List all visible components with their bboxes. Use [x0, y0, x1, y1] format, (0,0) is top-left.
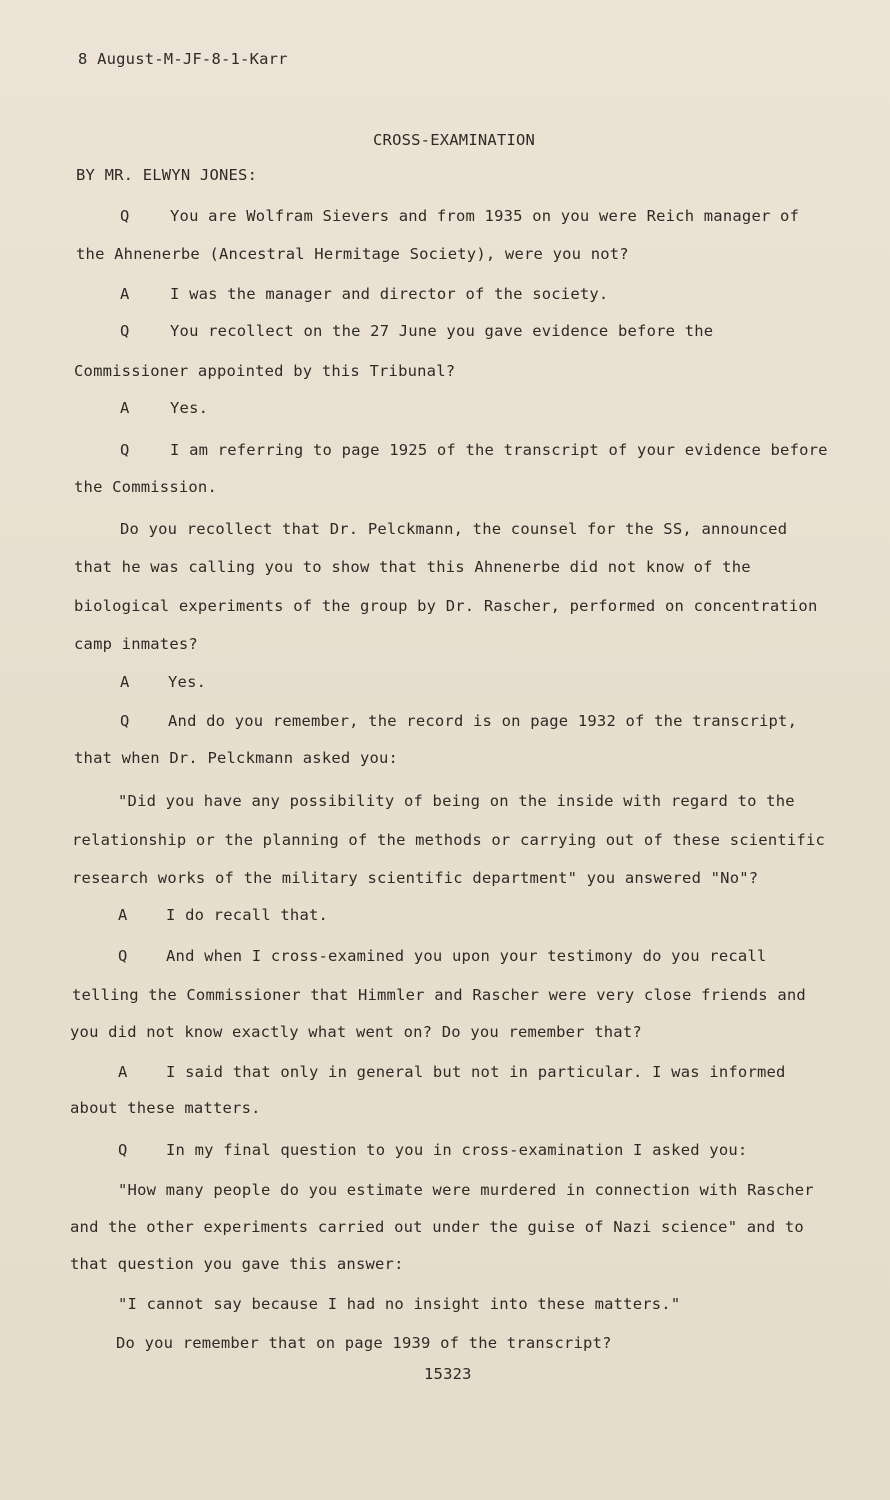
- transcript-line: Do you remember that on page 1939 of the transcript?: [116, 1334, 612, 1352]
- transcript-line: that question you gave this answer:: [70, 1255, 404, 1273]
- transcript-line: the Ahnenerbe (Ancestral Hermitage Society), were you not?: [76, 245, 629, 263]
- speaker-label: Q: [120, 441, 130, 459]
- transcript-line: about these matters.: [70, 1099, 261, 1117]
- transcript-line: I do recall that.: [166, 906, 329, 924]
- transcript-line: you did not know exactly what went on? Do you remember that?: [70, 1023, 642, 1041]
- examiner-line: BY MR. ELWYN JONES:: [76, 166, 258, 184]
- transcript-line: And do you remember, the record is on page 1932 of the transcript,: [168, 712, 798, 730]
- transcript-line: Yes.: [168, 673, 207, 691]
- transcript-line: I was the manager and director of the society.: [170, 285, 609, 303]
- speaker-label: Q: [120, 712, 130, 730]
- transcript-line: and the other experiments carried out under the guise of Nazi science" and to: [70, 1218, 804, 1236]
- speaker-label: Q: [118, 1141, 128, 1159]
- speaker-label: A: [120, 673, 130, 691]
- transcript-line: I am referring to page 1925 of the transcript of your evidence before: [170, 441, 828, 459]
- transcript-line: that when Dr. Pelckmann asked you:: [74, 749, 399, 767]
- transcript-line: research works of the military scientific department" you answered "No"?: [72, 869, 759, 887]
- speaker-label: A: [120, 285, 130, 303]
- transcript-line: telling the Commissioner that Himmler and Rascher were very close friends and: [72, 986, 806, 1004]
- transcript-line: camp inmates?: [74, 635, 198, 653]
- transcript-line: Do you recollect that Dr. Pelckmann, the counsel for the SS, announced: [120, 520, 788, 538]
- speaker-label: Q: [118, 947, 128, 965]
- transcript-line: Commissioner appointed by this Tribunal?: [74, 362, 456, 380]
- transcript-line: In my final question to you in cross-examination I asked you:: [166, 1141, 748, 1159]
- transcript-line: I said that only in general but not in particular. I was informed: [166, 1063, 786, 1081]
- speaker-label: A: [118, 906, 128, 924]
- speaker-label: Q: [120, 322, 130, 340]
- transcript-line: You recollect on the 27 June you gave evidence before the: [170, 322, 714, 340]
- speaker-label: Q: [120, 207, 130, 225]
- transcript-line: that he was calling you to show that this Ahnenerbe did not know of the: [74, 558, 751, 576]
- speaker-label: A: [120, 399, 130, 417]
- transcript-line: And when I cross-examined you upon your testimony do you recall: [166, 947, 767, 965]
- page-number: 15323: [424, 1365, 472, 1383]
- transcript-line: biological experiments of the group by Dr. Rascher, performed on concentration: [74, 597, 818, 615]
- transcript-line: Yes.: [170, 399, 209, 417]
- transcript-line: "I cannot say because I had no insight into these matters.": [118, 1295, 681, 1313]
- transcript-line: relationship or the planning of the methods or carrying out of these scientific: [72, 831, 826, 849]
- transcript-line: the Commission.: [74, 478, 217, 496]
- transcript-line: "How many people do you estimate were murdered in connection with Rascher: [118, 1181, 814, 1199]
- section-title: CROSS-EXAMINATION: [373, 131, 536, 149]
- speaker-label: A: [118, 1063, 128, 1081]
- transcript-line: You are Wolfram Sievers and from 1935 on you were Reich manager of: [170, 207, 800, 225]
- document-id: 8 August-M-JF-8-1-Karr: [78, 50, 288, 68]
- transcript-line: "Did you have any possibility of being on the inside with regard to the: [118, 792, 795, 810]
